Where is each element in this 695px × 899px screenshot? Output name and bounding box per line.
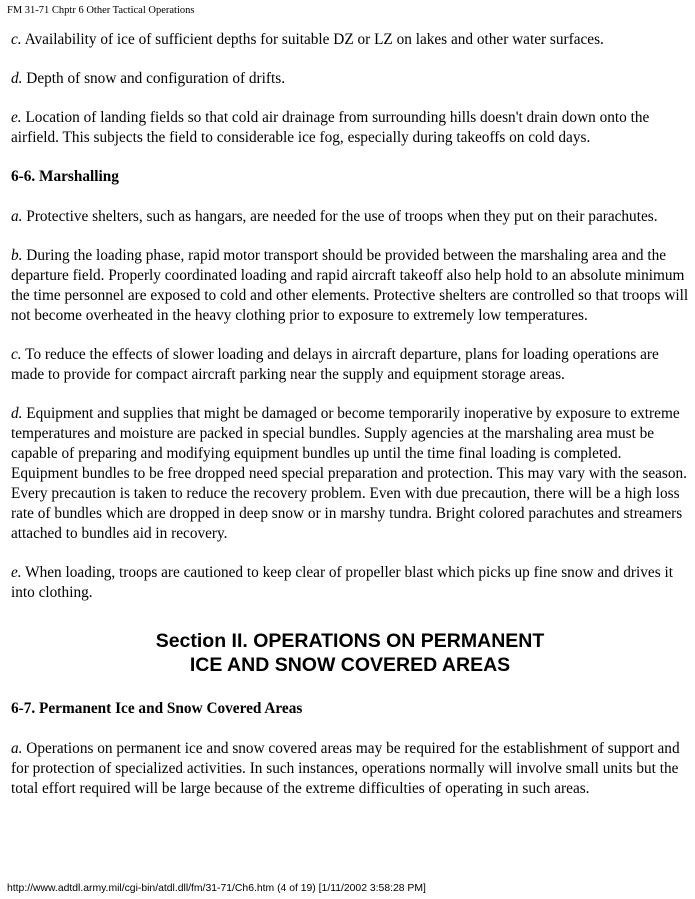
page-header-title: FM 31-71 Chptr 6 Other Tactical Operations — [7, 5, 195, 16]
paragraph-text: Protective shelters, such as hangars, are needed for the use of troops when they put on their parachutes. — [22, 208, 658, 225]
paragraph-c-ice-availability — [11, 30, 689, 50]
paragraph-letter: e. — [11, 564, 22, 581]
section-title-line-1: Section II. OPERATIONS ON PERMANENT — [155, 630, 545, 652]
section-title — [11, 629, 689, 677]
paragraph-letter: d. — [11, 405, 23, 422]
paragraph-e-landing-fields — [11, 108, 689, 148]
paragraph-letter: c. — [11, 346, 22, 363]
page-footer-url: http://www.adtdl.army.mil/cgi-bin/atdl.dll/fm/31-71/Ch6.htm (4 of 19) [1/11/2002 3:58:28 PM] — [7, 883, 426, 894]
paragraph-letter: a. — [11, 740, 23, 757]
paragraph-text: Operations on permanent ice and snow covered areas may be required for the establishment of support and for protection of specialized activities. In such instances, operations normally will involve small units but the total effort required will be large because of the extreme difficulties of operating in such areas. — [11, 740, 680, 797]
paragraph-d-equipment-supplies — [11, 404, 689, 544]
paragraph-text: Equipment and supplies that might be damaged or become temporarily inoperative by exposure to extreme temperatures and moisture are packed in special bundles. Supply agencies at the marshaling area must be capable of preparing and modifying equipment bundles up until the time final loading is completed. Equipment bundles to be free dropped need special preparation and protection. This may vary with the season. Every precaution is taken to reduce the recovery problem. Even with due precaution, there will be a high loss rate of bundles which are dropped in deep snow or in marshy tundra. Bright colored parachutes and streamers attached to bundles aid in recovery. — [11, 405, 687, 542]
paragraph-letter: c. — [11, 31, 22, 48]
paragraph-letter: e. — [11, 109, 22, 126]
paragraph-text: During the loading phase, rapid motor transport should be provided between the marshaling area and the departure field. Properly coordinated loading and rapid aircraft takeoff also help hold to an absolute minimum the time personnel are exposed to cold and other elements. Protective shelters are controlled so that troops will not become overheated in the heavy clothing prior to exposure to extremely low temperatures. — [11, 247, 689, 324]
paragraph-letter: d. — [11, 70, 23, 87]
paragraph-a-protective-shelters — [11, 207, 689, 227]
paragraph-letter: b. — [11, 247, 23, 264]
paragraph-e-propeller-blast — [11, 563, 689, 603]
paragraph-text: Availability of ice of sufficient depths for suitable DZ or LZ on lakes and other water surfaces. — [21, 31, 604, 48]
paragraph-a-permanent-operations — [11, 739, 689, 799]
paragraph-text: Location of landing fields so that cold air drainage from surrounding hills doesn't drain down onto the airfield. This subjects the field to considerable ice fog, especially during takeoffs on cold days. — [11, 109, 650, 146]
paragraph-letter: a. — [11, 208, 23, 225]
paragraph-c-slower-loading — [11, 345, 689, 385]
paragraph-text: To reduce the effects of slower loading and delays in aircraft departure, plans for loading operations are made to provide for compact aircraft parking near the supply and equipment storage areas. — [11, 346, 659, 383]
paragraph-b-loading-phase — [11, 246, 689, 326]
paragraph-d-snow-depth — [11, 69, 689, 89]
document-body — [11, 30, 689, 818]
paragraph-text: When loading, troops are cautioned to keep clear of propeller blast which picks up fine snow and drives it into clothing. — [11, 564, 673, 601]
heading-permanent-ice-snow: 6-7. Permanent Ice and Snow Covered Areas — [11, 700, 303, 717]
paragraph-text: Depth of snow and configuration of drifts. — [22, 70, 286, 87]
heading-marshalling: 6-6. Marshalling — [11, 168, 119, 185]
section-title-line-2: ICE AND SNOW COVERED AREAS — [189, 654, 511, 676]
